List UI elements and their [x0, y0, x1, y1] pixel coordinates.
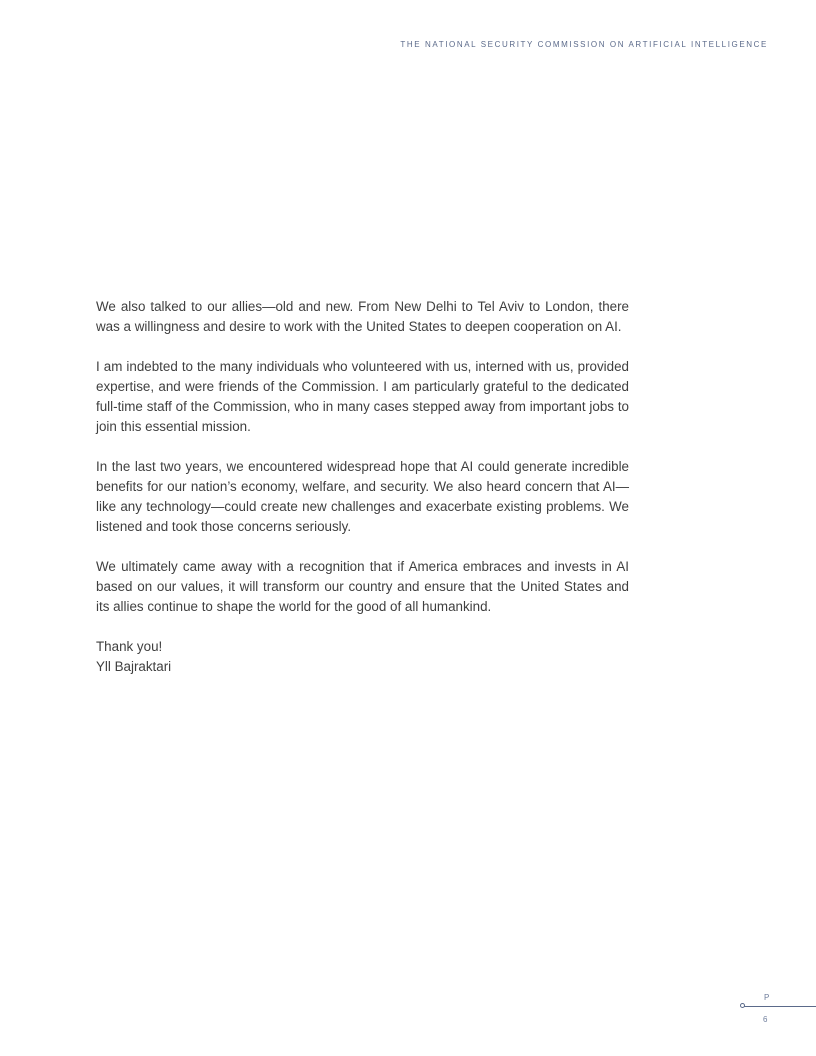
letter-body — [96, 297, 629, 677]
page-folio — [740, 990, 816, 1030]
letter-paragraph: We also talked to our allies—old and new. From New Delhi to Tel Aviv to London, there was a willingness and desire to work with the United States to deepen cooperation on AI. — [96, 299, 629, 334]
folio-rule — [744, 1006, 816, 1007]
running-header: THE NATIONAL SECURITY COMMISSION ON ARTIFICIAL INTELLIGENCE — [400, 40, 768, 49]
page-number: 6 — [763, 1015, 768, 1024]
letter-paragraph: We ultimately came away with a recognition that if America embraces and invests in AI based on our values, it will transform our country and ensure that the United States and its allies continue to shape the world for the good of all humankind. — [96, 559, 629, 614]
letter-paragraph: In the last two years, we encountered widespread hope that AI could generate incredible benefits for our nation’s economy, welfare, and security. We also heard concern that AI—like any technology—could create new challenges and exacerbate existing problems. We listened and took those concerns seriously. — [96, 459, 629, 534]
closing-line: Thank you! — [96, 639, 163, 654]
page-letter: P — [764, 993, 770, 1002]
letter-paragraph: I am indebted to the many individuals who volunteered with us, interned with us, provided expertise, and were friends of the Commission. I am particularly grateful to the dedicated full-time staff of the Commission, who in many cases stepped away from important jobs to join this essential mission. — [96, 359, 629, 434]
folio-dot-icon — [740, 1003, 745, 1008]
signature-name: Yll Bajraktari — [96, 659, 172, 674]
